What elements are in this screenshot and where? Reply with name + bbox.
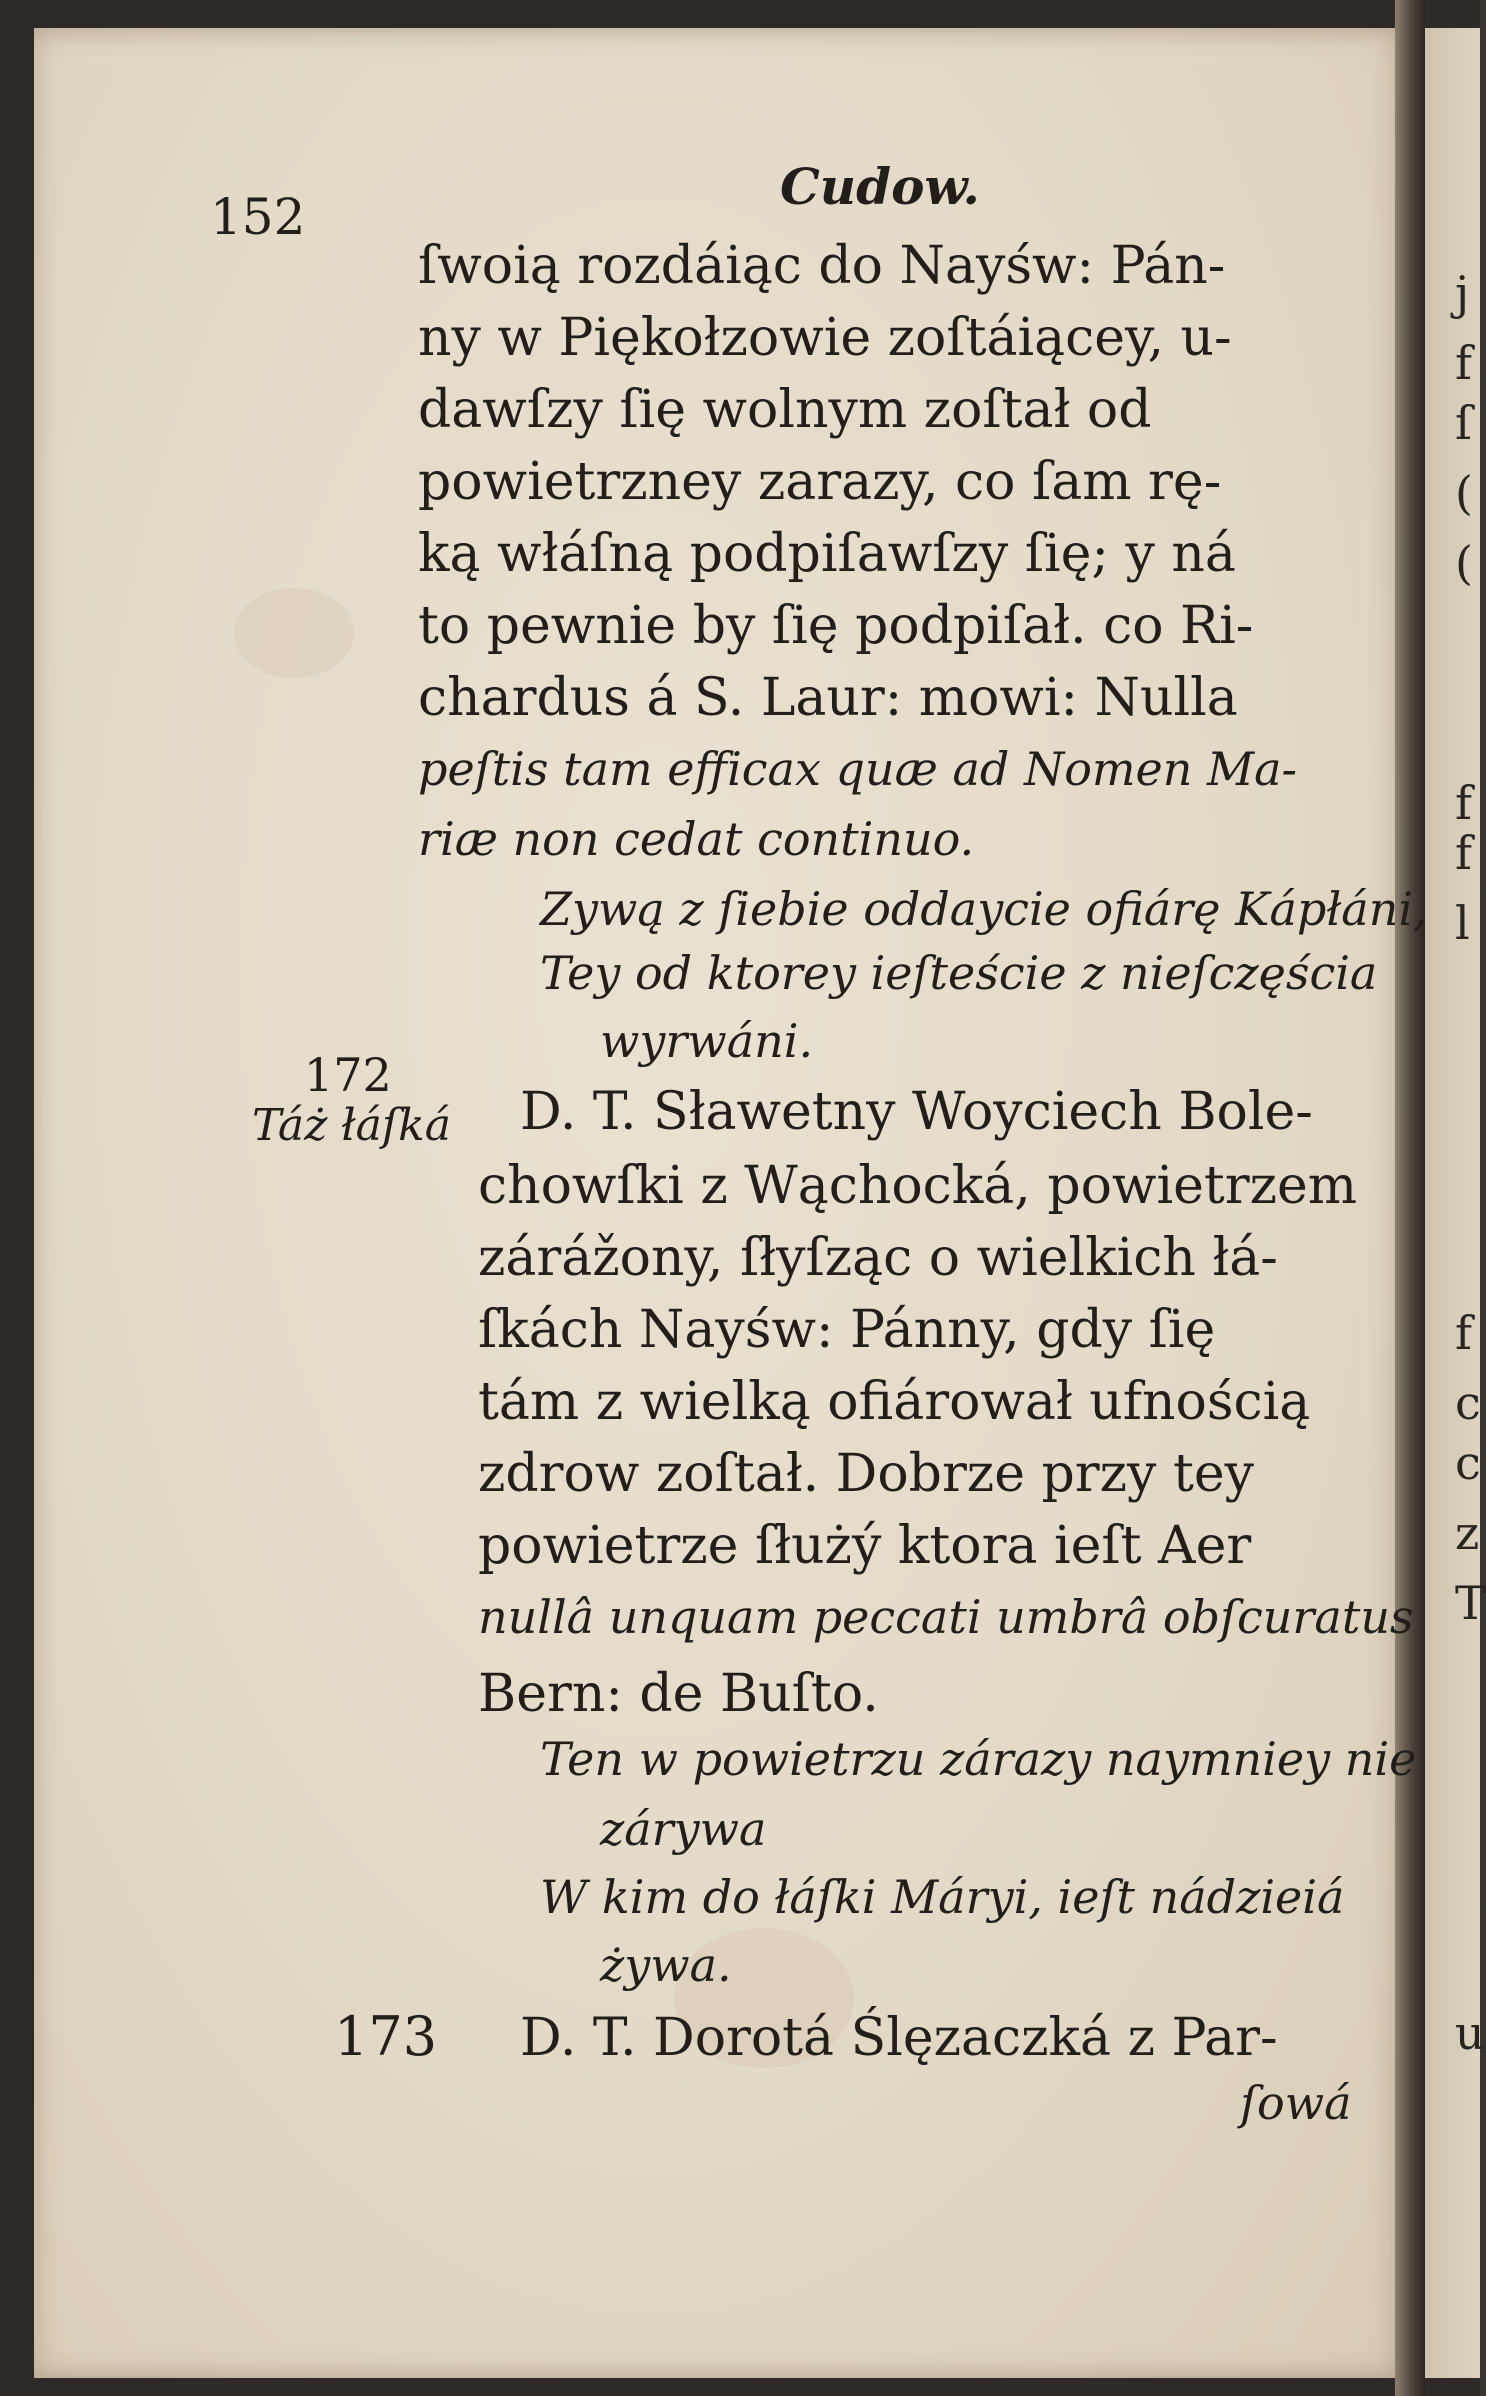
margin-number-172: 172 <box>304 1048 392 1102</box>
text-line: D. T. Sławetny Woyciech Bole- <box>520 1082 1313 1142</box>
text-line: riæ non cedat continuo. <box>418 812 975 866</box>
text-line: D. T. Dorotá Ślęzaczká z Par- <box>520 2008 1278 2068</box>
text-line: to pewnie by ſię podpiſał. co Ri- <box>418 596 1254 656</box>
text-line: zárywa <box>600 1802 767 1856</box>
text-line: ſkách Nayśw: Pánny, gdy ſię <box>478 1300 1216 1360</box>
text-line: Ten w powietrzu zárazy naymniey nie <box>540 1732 1417 1786</box>
text-line: zárážony, ſłyſząc o wielkich łá- <box>478 1228 1278 1288</box>
running-head: Cudow. <box>780 157 980 216</box>
paper-stain <box>234 588 354 678</box>
adjacent-page-glyph: T <box>1455 1576 1486 1630</box>
text-line: Bern: de Buſto. <box>478 1664 879 1724</box>
text-line: powietrzney zarazy, co ſam rę- <box>418 452 1222 512</box>
text-line: nullâ unquam peccati umbrâ obſcuratus <box>478 1590 1414 1644</box>
text-line: W kim do łáſki Máryi, ieſt nádzieiá <box>540 1870 1345 1924</box>
adjacent-page-glyph: f <box>1455 826 1473 880</box>
adjacent-page-glyph: j <box>1455 266 1470 320</box>
text-line: zdrow zoſtał. Dobrze przy tey <box>478 1444 1254 1504</box>
adjacent-page-glyph: l <box>1455 896 1470 950</box>
text-line: tám z wielką ofiárował ufnością <box>478 1372 1311 1432</box>
text-line: powietrze ſłużý ktora ieſt Aer <box>478 1516 1252 1576</box>
adjacent-page-glyph: f <box>1455 336 1473 390</box>
text-line: peſtis tam efficax quæ ad Nomen Ma- <box>418 742 1298 796</box>
text-line: Zywą z ſiebie oddaycie ofiárę Kápłáni, <box>540 882 1428 936</box>
adjacent-page-glyph: ( <box>1455 536 1473 590</box>
adjacent-page-glyph: u <box>1455 2006 1485 2060</box>
text-line: dawſzy ſię wolnym zoſtał od <box>418 380 1152 440</box>
text-line: żywa. <box>600 1938 732 1992</box>
margin-number-173: 173 <box>334 2005 438 2068</box>
adjacent-page-glyph: f <box>1455 776 1473 830</box>
adjacent-page-glyph: f <box>1455 1306 1473 1360</box>
adjacent-page-glyph: c <box>1455 1436 1481 1490</box>
text-line: wyrwáni. <box>600 1014 814 1068</box>
text-line: ką włáſną podpiſawſzy ſię; y ná <box>418 524 1236 584</box>
adjacent-page-glyph: ( <box>1455 466 1473 520</box>
adjacent-page-glyph: z <box>1455 1506 1480 1560</box>
adjacent-page-glyph: c <box>1455 1376 1481 1430</box>
text-line: ny w Piękołzowie zoſtáiącey, u- <box>418 308 1232 368</box>
text-line: chardus á S. Laur: mowi: Nulla <box>418 668 1238 728</box>
book-gutter <box>1395 0 1425 2396</box>
margin-note-title: Táż łáſká <box>252 1100 452 1151</box>
text-line: ſowá <box>1240 2076 1352 2130</box>
text-line: chowſki z Wąchocká, powietrzem <box>478 1156 1358 1216</box>
text-line: ſwoią rozdáiąc do Nayśw: Pán- <box>418 236 1226 296</box>
page-number: 152 <box>210 188 306 246</box>
adjacent-page-glyph: ſ <box>1455 396 1473 450</box>
text-line: Tey od ktorey ieſteście z nieſczęścia <box>540 946 1378 1000</box>
